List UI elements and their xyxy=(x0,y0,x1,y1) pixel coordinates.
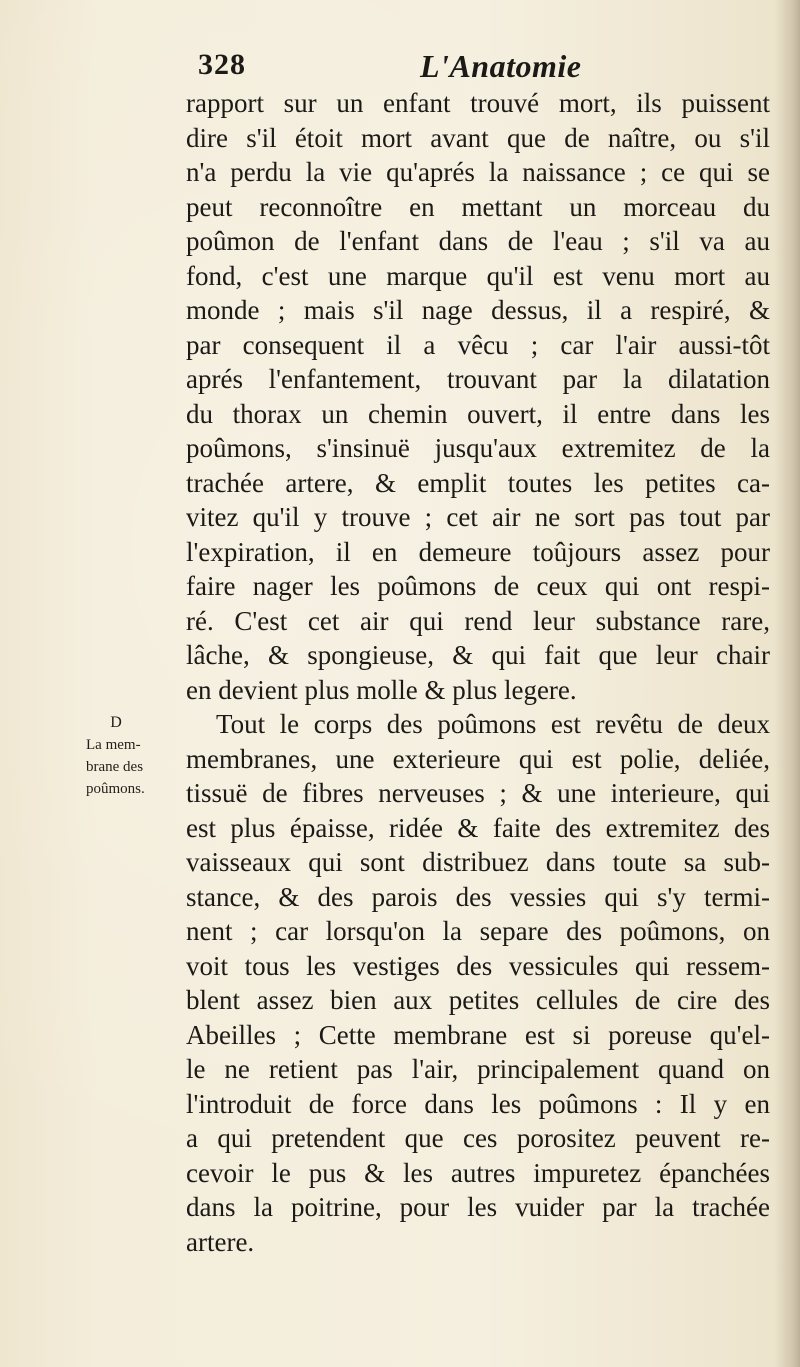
text-line: poûmon de l'enfant dans de l'eau ; s'il va au xyxy=(186,226,770,256)
text-line: lâche, & spongieuse, & qui fait que leur chair xyxy=(186,640,770,670)
page-gutter-shadow xyxy=(774,0,800,1367)
marginal-note-letter: D xyxy=(110,714,122,731)
paragraph-start-line: Tout le corps des poûmons est revêtu de deux xyxy=(216,709,770,739)
text-line: faire nager les poûmons de ceux qui ont respi- xyxy=(186,571,770,601)
text-line: n'a perdu la vie qu'aprés la naissance ; ce qui se xyxy=(186,157,770,187)
text-line: aprés l'enfantement, trouvant par la dilatation xyxy=(186,364,770,394)
text-line: le ne retient pas l'air, principalement quand on xyxy=(186,1054,770,1084)
marginal-note xyxy=(86,712,184,800)
text-line: du thorax un chemin ouvert, il entre dans les xyxy=(186,398,770,429)
text-line: dire s'il étoit mort avant que de naître, ou s'il xyxy=(186,122,770,153)
text-line: peut reconnoître en mettant un morceau du xyxy=(186,191,770,222)
text-line: Abeilles ; Cette membrane est si poreuse qu'el- xyxy=(186,1019,770,1050)
text-line: cevoir le pus & les autres impuretez épanchées xyxy=(186,1157,770,1188)
paragraph-end-line: en devient plus molle & plus legere. xyxy=(186,674,577,705)
text-line: l'introduit de force dans les poûmons : Il y en xyxy=(186,1088,770,1119)
page-number: 328 xyxy=(198,48,246,81)
text-line: rapport sur un enfant trouvé mort, ils puissent xyxy=(186,88,770,118)
running-title: L'Anatomie xyxy=(420,48,582,84)
text-line: ré. C'est cet air qui rend leur substance rare, xyxy=(186,605,770,636)
paragraph-end-line: artere. xyxy=(186,1226,255,1257)
text-line: a qui pretendent que ces porositez peuvent re- xyxy=(186,1123,770,1153)
text-line: vaisseaux qui sont distribuez dans toute sa sub- xyxy=(186,847,770,877)
text-line: vitez qu'il y trouve ; cet air ne sort pas tout par xyxy=(186,502,770,532)
text-line: monde ; mais s'il nage dessus, il a respiré, & xyxy=(186,295,770,325)
text-line: blent assez bien aux petites cellules de cire des xyxy=(186,985,770,1015)
body-text xyxy=(186,86,770,1259)
text-line: poûmons, s'insinuë jusqu'aux extremitez de la xyxy=(186,433,770,463)
text-line: stance, & des parois des vessies qui s'y termi- xyxy=(186,881,770,912)
text-line: nent ; car lorsqu'on la separe des poûmons, on xyxy=(186,916,770,946)
text-line: par consequent il a vêcu ; car l'air aussi-tôt xyxy=(186,329,770,360)
marginal-note-line: poûmons. xyxy=(86,781,145,797)
text-line: l'expiration, il en demeure toûjours assez pour xyxy=(186,536,770,567)
text-line: voit tous les vestiges des vessicules qui ressem- xyxy=(186,950,770,981)
text-line: fond, c'est une marque qu'il est venu mort au xyxy=(186,260,770,291)
text-line: est plus épaisse, ridée & faite des extremitez des xyxy=(186,812,770,843)
text-line: trachée artere, & emplit toutes les petites ca- xyxy=(186,467,770,498)
marginal-note-line: brane des xyxy=(86,759,144,775)
text-line: dans la poitrine, pour les vuider par la trachée xyxy=(186,1192,770,1222)
text-line: membranes, une exterieure qui est polie, deliée, xyxy=(186,743,770,774)
text-line: tissuë de fibres nerveuses ; & une interieure, qui xyxy=(186,778,770,808)
marginal-note-line: La mem- xyxy=(86,737,141,753)
